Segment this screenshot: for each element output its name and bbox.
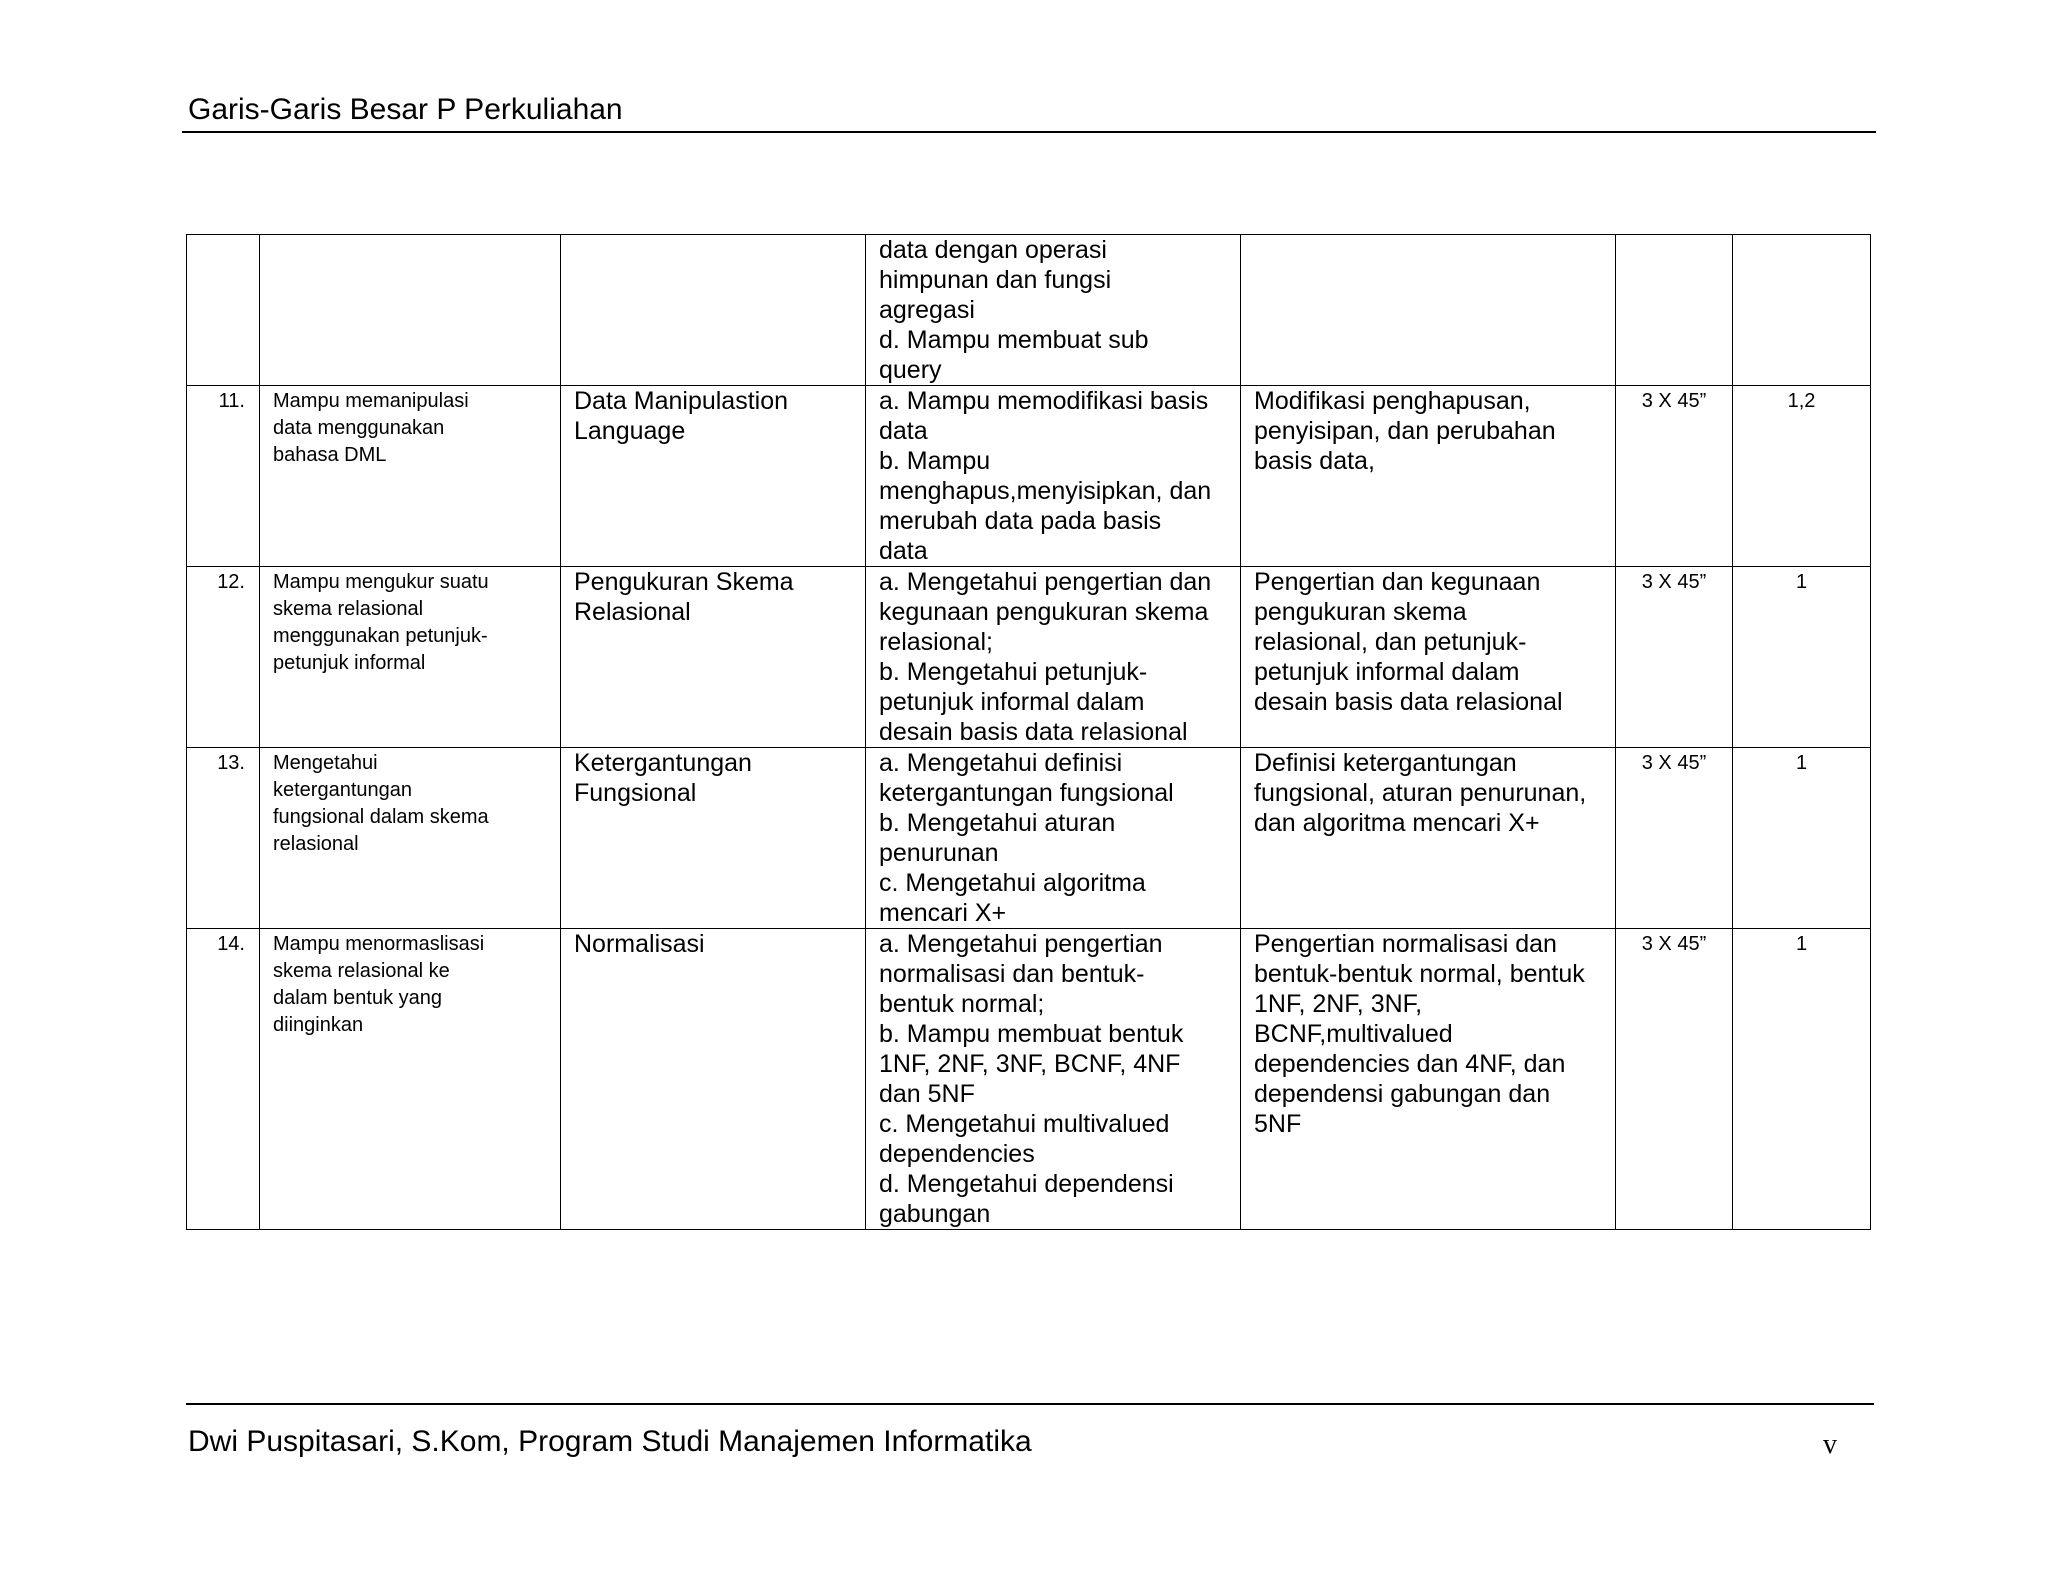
subtopic-cell: a. Mengetahui pengertian dan kegunaan pengukuran skema relasional; b. Mengetahui petunjuk- petunjuk informal dalam desain basis data relasional	[866, 567, 1241, 748]
page-number: v	[1823, 1429, 1837, 1460]
subtopic-cell: data dengan operasi himpunan dan fungsi agregasi d. Mampu membuat sub query	[866, 235, 1241, 386]
footer-divider	[186, 1403, 1874, 1405]
time-cell: 3 X 45”	[1616, 567, 1733, 748]
topic-cell: Ketergantungan Fungsional	[561, 748, 866, 929]
objective-cell: Mampu menormaslisasi skema relasional ke dalam bentuk yang diinginkan	[260, 929, 561, 1230]
indicator-cell	[1241, 235, 1616, 386]
table-row	[187, 929, 1871, 1230]
indicator-cell: Pengertian dan kegunaan pengukuran skema relasional, dan petunjuk- petunjuk informal dalam desain basis data relasional	[1241, 567, 1616, 748]
time-cell: 3 X 45”	[1616, 929, 1733, 1230]
footer-author: Dwi Puspitasari, S.Kom, Program Studi Manajemen Informatika	[188, 1425, 1032, 1458]
topic-cell: Pengukuran Skema Relasional	[561, 567, 866, 748]
reference-cell: 1	[1733, 567, 1871, 748]
topic-cell: Data Manipulastion Language	[561, 386, 866, 567]
time-cell: 3 X 45”	[1616, 748, 1733, 929]
topic-cell: Normalisasi	[561, 929, 866, 1230]
subtopic-cell: a. Mampu memodifikasi basis data b. Mampu menghapus,menyisipkan, dan merubah data pada basis data	[866, 386, 1241, 567]
time-cell	[1616, 235, 1733, 386]
row-number-cell	[187, 235, 260, 386]
reference-cell: 1	[1733, 748, 1871, 929]
reference-cell	[1733, 235, 1871, 386]
course-outline-table	[186, 234, 1871, 1230]
row-number-cell: 13.	[187, 748, 260, 929]
reference-cell: 1,2	[1733, 386, 1871, 567]
table-row	[187, 386, 1871, 567]
row-number-cell: 14.	[187, 929, 260, 1230]
page-header-title: Garis-Garis Besar P Perkuliahan	[188, 93, 623, 126]
objective-cell: Mengetahui ketergantungan fungsional dalam skema relasional	[260, 748, 561, 929]
subtopic-cell: a. Mengetahui definisi ketergantungan fungsional b. Mengetahui aturan penurunan c. Mengetahui algoritma mencari X+	[866, 748, 1241, 929]
row-number-cell: 11.	[187, 386, 260, 567]
row-number-cell: 12.	[187, 567, 260, 748]
objective-cell: Mampu memanipulasi data menggunakan bahasa DML	[260, 386, 561, 567]
indicator-cell: Definisi ketergantungan fungsional, aturan penurunan, dan algoritma mencari X+	[1241, 748, 1616, 929]
table-row	[187, 567, 1871, 748]
table-row	[187, 235, 1871, 386]
subtopic-cell: a. Mengetahui pengertian normalisasi dan bentuk- bentuk normal; b. Mampu membuat bentuk 1NF, 2NF, 3NF, BCNF, 4NF dan 5NF c. Mengetahui multivalued dependencies d. Mengetahui dependensi gabungan	[866, 929, 1241, 1230]
reference-cell: 1	[1733, 929, 1871, 1230]
header-divider	[182, 131, 1876, 133]
objective-cell	[260, 235, 561, 386]
time-cell: 3 X 45”	[1616, 386, 1733, 567]
indicator-cell: Modifikasi penghapusan, penyisipan, dan perubahan basis data,	[1241, 386, 1616, 567]
indicator-cell: Pengertian normalisasi dan bentuk-bentuk normal, bentuk 1NF, 2NF, 3NF, BCNF,multivalued dependencies dan 4NF, dan dependensi gabungan dan 5NF	[1241, 929, 1616, 1230]
objective-cell: Mampu mengukur suatu skema relasional menggunakan petunjuk- petunjuk informal	[260, 567, 561, 748]
table-row	[187, 748, 1871, 929]
topic-cell	[561, 235, 866, 386]
